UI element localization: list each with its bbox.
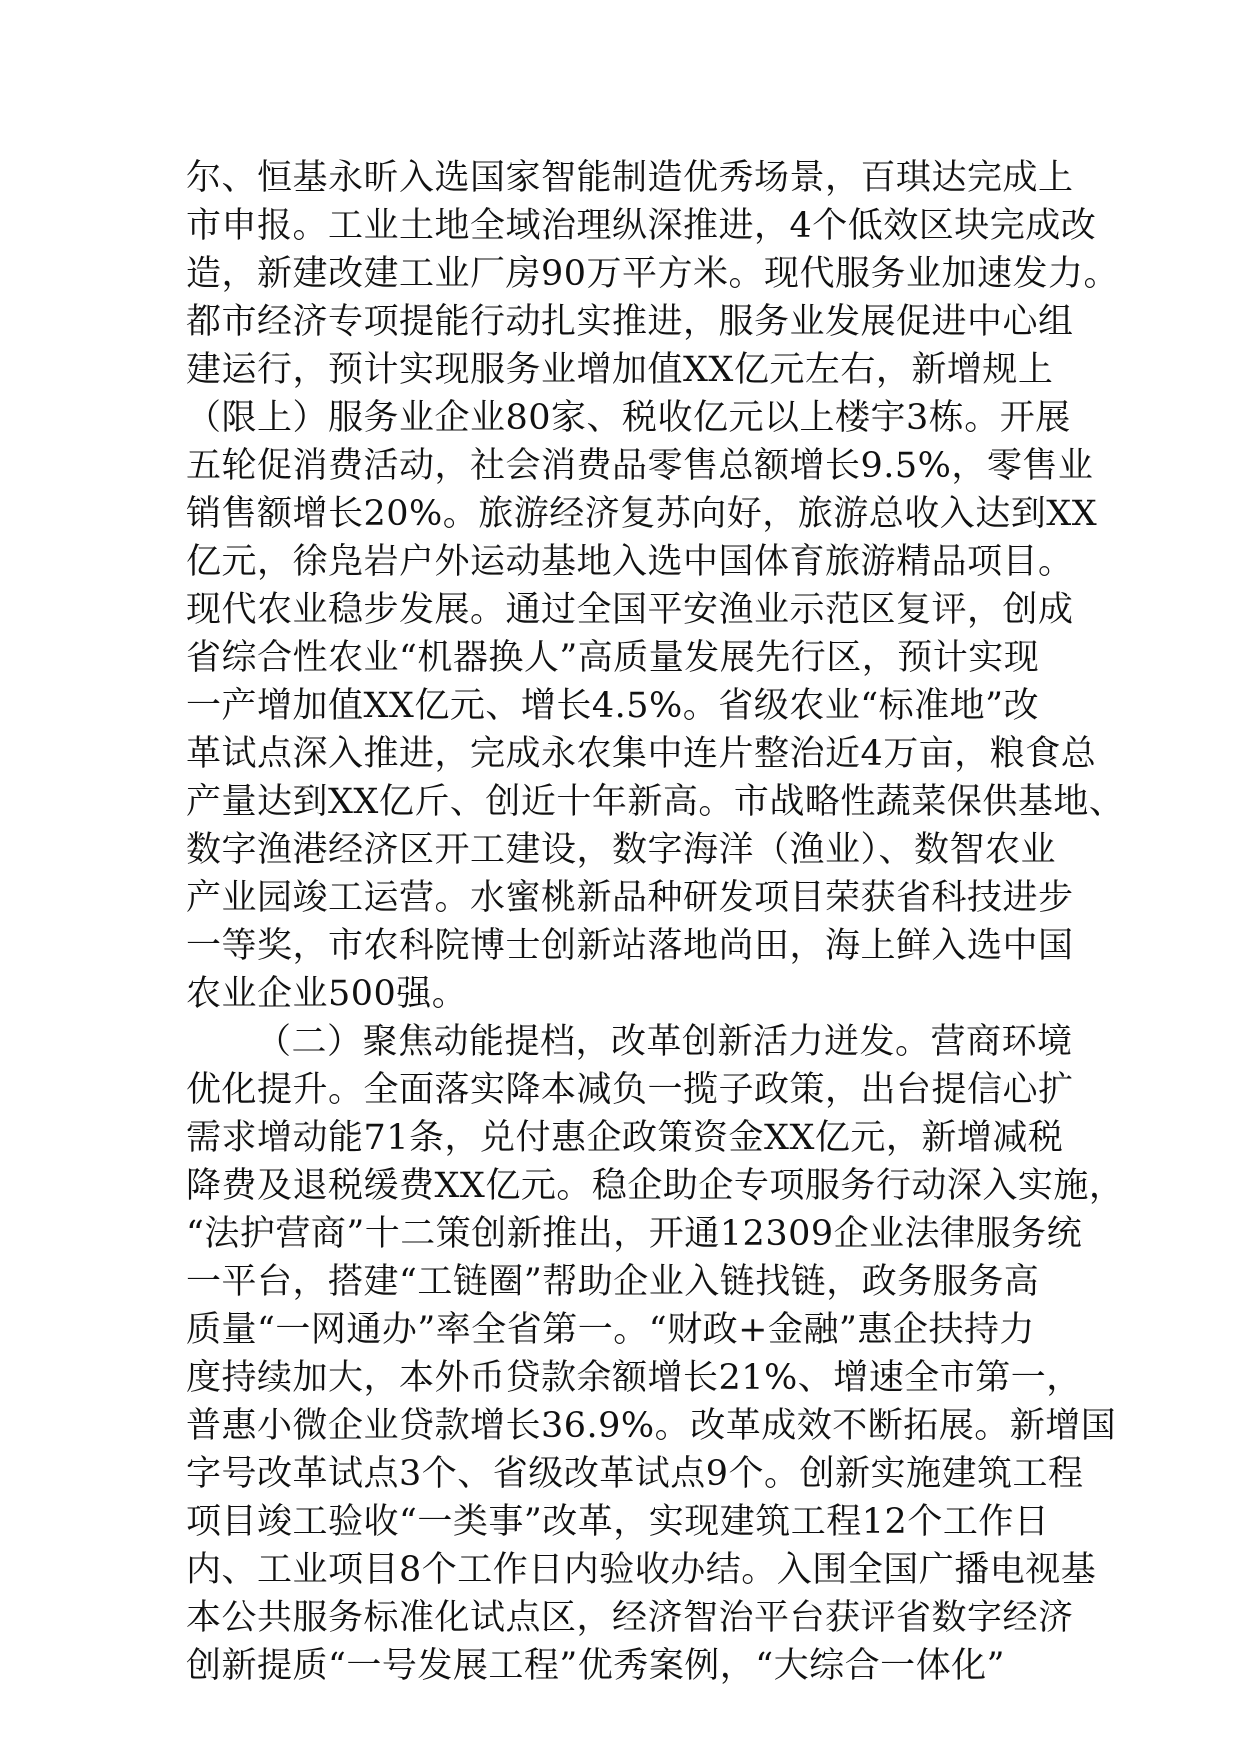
text-line: 尔、恒基永昕入选国家智能制造优秀场景，百琪达完成上 — [186, 158, 1074, 198]
text-line: 都市经济专项提能行动扎实推进，服务业发展促进中心组 — [186, 302, 1074, 342]
text-line: 内、工业项目8个工作日内验收办结。入围全国广播电视基 — [186, 1550, 1097, 1590]
text-line: 需求增动能71条，兑付惠企政策资金XX亿元，新增减税 — [186, 1118, 1064, 1158]
text-line: 五轮促消费活动，社会消费品零售总额增长9.5%，零售业 — [186, 446, 1094, 486]
text-line: 亿元，徐凫岩户外运动基地入选中国体育旅游精品项目。 — [186, 542, 1074, 582]
text-line: 市申报。工业土地全域治理纵深推进，4个低效区块完成改 — [186, 206, 1097, 246]
text-line: 优化提升。全面落实降本减负一揽子政策，出台提信心扩 — [186, 1070, 1074, 1110]
text-line: 质量“一网通办”率全省第一。“财政+金融”惠企扶持力 — [186, 1310, 1035, 1350]
text-line: 革试点深入推进，完成永农集中连片整治近4万亩，粮食总 — [186, 734, 1097, 774]
text-line: 降费及退税缓费XX亿元。稳企助企专项服务行动深入实施， — [186, 1166, 1125, 1206]
text-line: 度持续加大，本外币贷款余额增长21%、增速全市第一， — [186, 1358, 1082, 1398]
text-line: 造，新建改建工业厂房90万平方米。现代服务业加速发力。 — [186, 254, 1120, 294]
text-line: 农业企业500强。 — [186, 974, 468, 1014]
text-line: 一平台，搭建“工链圈”帮助企业入链找链，政务服务高 — [186, 1262, 1040, 1302]
text-line: 省综合性农业“机器换人”高质量发展先行区，预计实现 — [186, 638, 1040, 678]
text-line: 创新提质“一号发展工程”优秀案例，“大综合一体化” — [186, 1646, 1006, 1686]
text-line: 销售额增长20%。旅游经济复苏向好，旅游总收入达到XX — [186, 494, 1098, 534]
text-line: 一产增加值XX亿元、增长4.5%。省级农业“标准地”改 — [186, 686, 1040, 726]
text-line: 产量达到XX亿斤、创近十年新高。市战略性蔬菜保供基地、 — [186, 782, 1125, 822]
text-line: 建运行，预计实现服务业增加值XX亿元左右，新增规上 — [186, 350, 1054, 390]
text-line: 一等奖，市农科院博士创新站落地尚田，海上鲜入选中国 — [186, 926, 1074, 966]
body-text — [186, 154, 1125, 1690]
text-line: 本公共服务标准化试点区，经济智治平台获评省数字经济 — [186, 1598, 1074, 1638]
text-line: 数字渔港经济区开工建设，数字海洋（渔业）、数智农业 — [186, 830, 1057, 870]
text-line: 项目竣工验收“一类事”改革，实现建筑工程12个工作日 — [186, 1502, 1050, 1542]
text-line: 字号改革试点3个、省级改革试点9个。创新实施建筑工程 — [186, 1454, 1084, 1494]
text-line: 普惠小微企业贷款增长36.9%。改革成效不断拓展。新增国 — [186, 1406, 1117, 1446]
text-line: “法护营商”十二策创新推出，开通12309企业法律服务统 — [186, 1214, 1083, 1254]
text-line: 现代农业稳步发展。通过全国平安渔业示范区复评，创成 — [186, 590, 1074, 630]
text-line: （限上）服务业企业80家、税收亿元以上楼宇3栋。开展 — [186, 398, 1071, 438]
section-heading-line: （二）聚焦动能提档，改革创新活力迸发。营商环境 — [256, 1022, 1073, 1062]
text-line: 产业园竣工运营。水蜜桃新品种研发项目荣获省科技进步 — [186, 878, 1074, 918]
